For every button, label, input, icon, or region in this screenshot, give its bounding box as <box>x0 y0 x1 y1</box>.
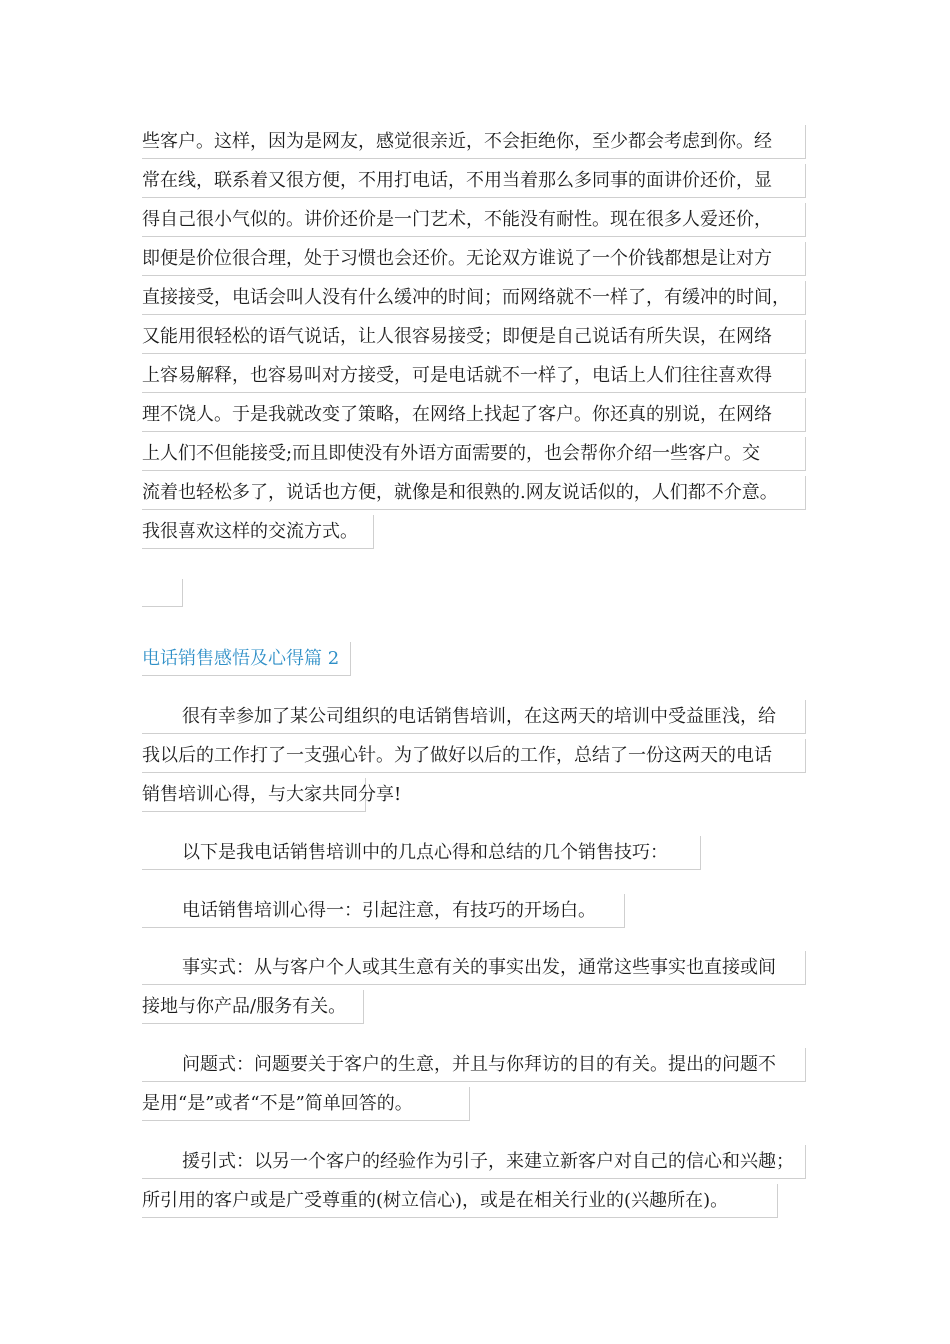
empty-paragraph <box>142 579 183 607</box>
paragraph-line: 我很喜欢这样的交流方式。 <box>142 515 374 549</box>
paragraph-line: 很有幸参加了某公司组织的电话销售培训，在这两天的培训中受益匪浅，给 <box>142 700 806 734</box>
paragraph-line: 事实式：从与客户个人或其生意有关的事实出发，通常这些事实也直接或间 <box>142 951 806 985</box>
section-heading: 电话销售感悟及心得篇 2 <box>142 642 351 676</box>
paragraph-line: 电话销售培训心得一：引起注意，有技巧的开场白。 <box>142 894 625 928</box>
paragraph-line: 得自己很小气似的。讲价还价是一门艺术，不能没有耐性。现在很多人爱还价， <box>142 203 806 237</box>
paragraph-line: 我以后的工作打了一支强心针。为了做好以后的工作，总结了一份这两天的电话 <box>142 739 806 773</box>
paragraph-line: 销售培训心得，与大家共同分享! <box>142 778 366 812</box>
paragraph-line: 上容易解释，也容易叫对方接受，可是电话就不一样了，电话上人们往往喜欢得 <box>142 359 806 393</box>
paragraph-line: 理不饶人。于是我就改变了策略，在网络上找起了客户。你还真的别说，在网络 <box>142 398 806 432</box>
paragraph-line: 即便是价位很合理，处于习惯也会还价。无论双方谁说了一个价钱都想是让对方 <box>142 242 806 276</box>
paragraph-line: 又能用很轻松的语气说话，让人很容易接受；即便是自己说话有所失误，在网络 <box>142 320 806 354</box>
paragraph-line: 是用“是”或者“不是”简单回答的。 <box>142 1087 470 1121</box>
paragraph-line: 上人们不但能接受;而且即使没有外语方面需要的，也会帮你介绍一些客户。交 <box>142 437 806 471</box>
paragraph-line: 所引用的客户或是广受尊重的(树立信心)，或是在相关行业的(兴趣所在)。 <box>142 1184 778 1218</box>
paragraph-line: 流着也轻松多了，说话也方便，就像是和很熟的.网友说话似的，人们都不介意。 <box>142 476 806 510</box>
paragraph-line: 常在线，联系着又很方便，不用打电话，不用当着那么多同事的面讲价还价，显 <box>142 164 806 198</box>
paragraph-line: 以下是我电话销售培训中的几点心得和总结的几个销售技巧： <box>142 836 701 870</box>
paragraph-line: 些客户。这样，因为是网友，感觉很亲近，不会拒绝你，至少都会考虑到你。经 <box>142 125 806 159</box>
paragraph-line: 援引式：以另一个客户的经验作为引子，来建立新客户对自己的信心和兴趣； <box>142 1145 806 1179</box>
paragraph-line: 问题式：问题要关于客户的生意，并且与你拜访的目的有关。提出的问题不 <box>142 1048 806 1082</box>
paragraph-line: 直接接受，电话会叫人没有什么缓冲的时间；而网络就不一样了，有缓冲的时间， <box>142 281 806 315</box>
paragraph-line: 接地与你产品/服务有关。 <box>142 990 364 1024</box>
